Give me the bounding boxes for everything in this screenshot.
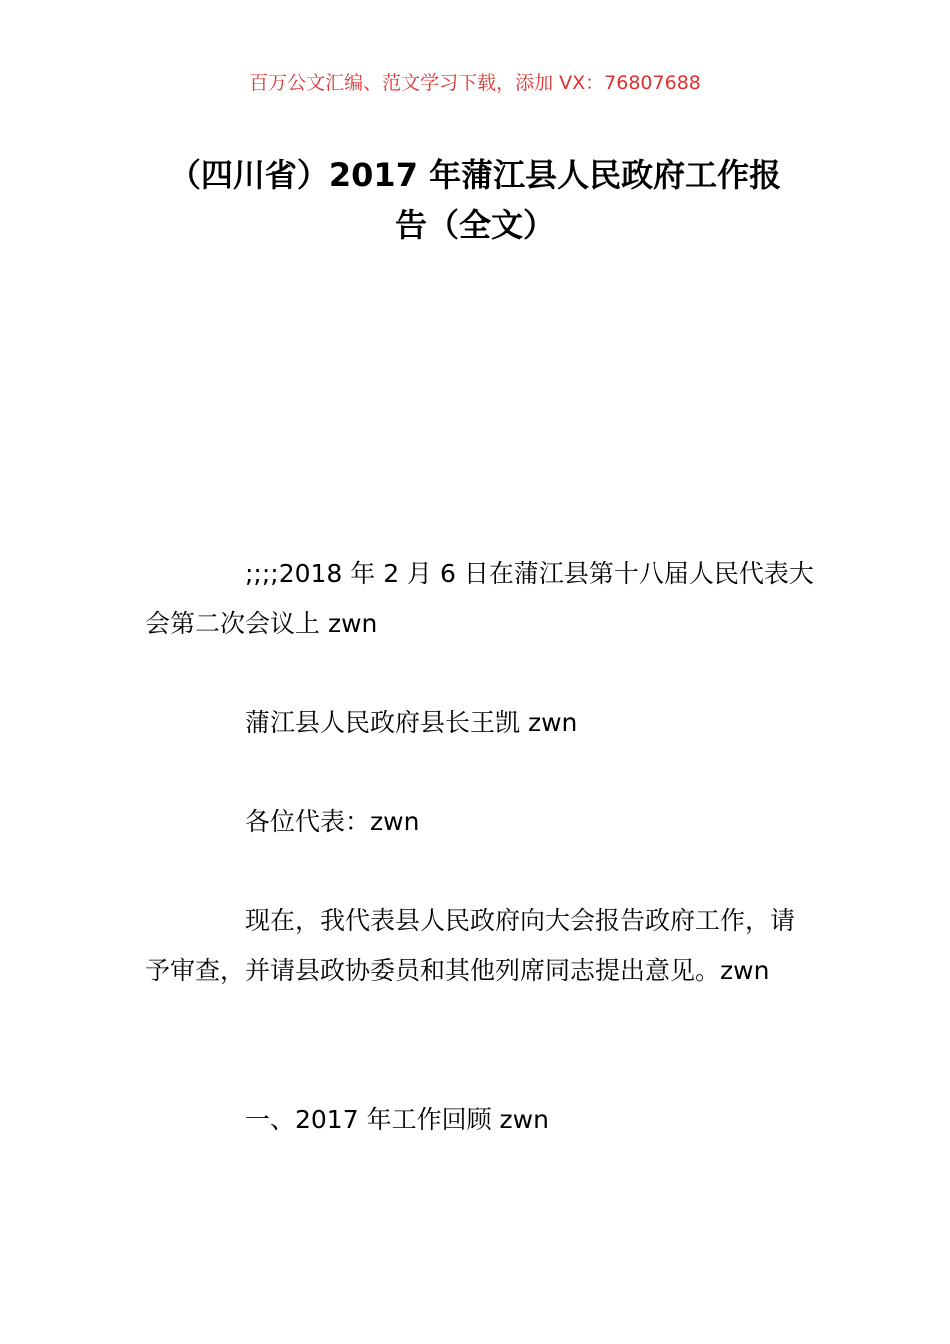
meeting-info-paragraph: ;;;;2018 年 2 月 6 日在蒲江县第十八届人民代表大会第二次会议上 zwn (145, 559, 814, 638)
opening-paragraph: 现在，我代表县人民政府向大会报告政府工作，请予审查，并请县政协委员和其他列席同志提出意见。zwn (145, 906, 796, 985)
document-title-line-2: 告（全文） (394, 206, 555, 244)
document-title (140, 150, 810, 250)
speaker-paragraph: 蒲江县人民政府县长王凯 zwn (245, 708, 578, 737)
section-heading: 一、2017 年工作回顾 zwn (245, 1105, 549, 1134)
salutation-paragraph: 各位代表：zwn (245, 807, 420, 836)
document-title-line-1: （四川省）2017 年蒲江县人民政府工作报 (168, 156, 782, 194)
header-note: 百万公文汇编、范文学习下载，添加 VX：76807688 (249, 72, 701, 94)
